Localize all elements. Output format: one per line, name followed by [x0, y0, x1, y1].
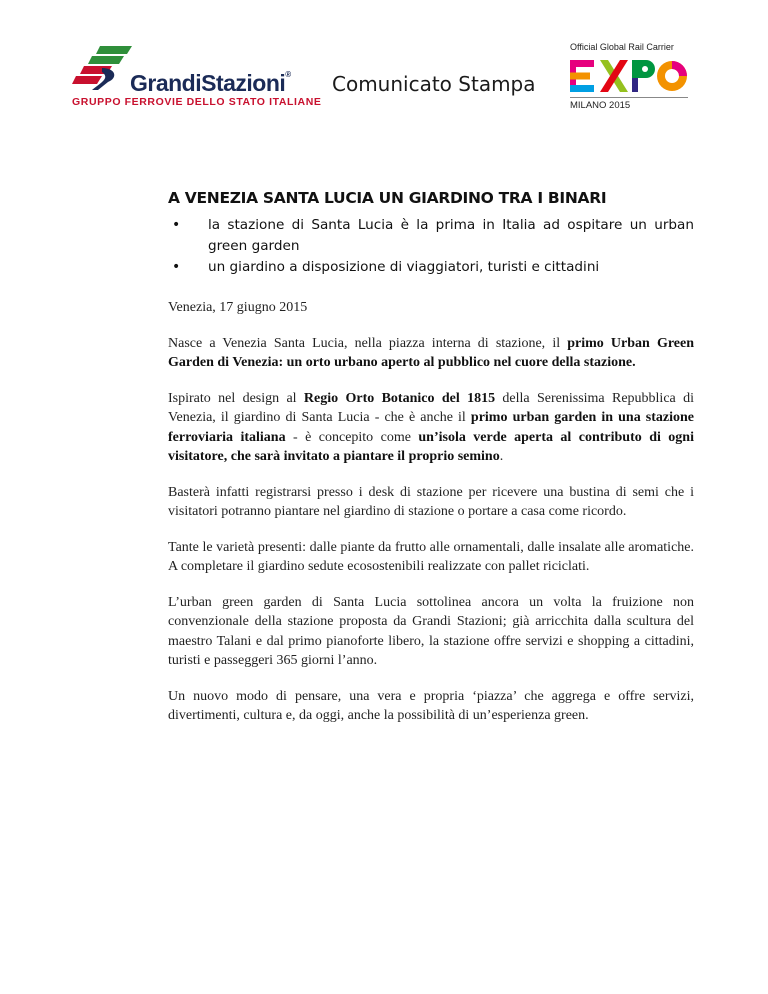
p2-bold-3: un’isola verde aperta al contributo di ogni visitatore, che sarà invitato a piantare il proprio semino [168, 429, 694, 464]
p2-text-e: . [499, 449, 504, 464]
paragraph-6: Un nuovo modo di pensare, una vera e propria ‘piazza’ che aggrega e offre servizi, divertimenti, cultura e, da oggi, anche la possibilità di un’esperienza green. [168, 688, 694, 723]
logo-group: GRUPPO FERROVIE DELLO STATO ITALIANE [72, 96, 322, 108]
p1-bold: primo Urban Green Garden di Venezia: un orto urbano aperto al pubblico nel cuore della stazione. [168, 335, 695, 370]
paragraph-3: Basterà infatti registrarsi presso i desk di stazione per ricevere una bustina di semi che i visitatori potranno piantare nel giardino di stazione o portare a casa come ricordo. [168, 484, 694, 519]
expo-logo [570, 42, 690, 114]
document-type: Comunicato Stampa [332, 72, 536, 96]
p2-bold-1: Regio Orto Botanico del 1815 [303, 390, 496, 406]
bullet-text: la stazione di Santa Lucia è la prima in Italia ad ospitare un urban green garden [208, 217, 694, 254]
bullet-icon: • [172, 217, 181, 233]
bullet-item [172, 215, 694, 257]
bullet-item [172, 257, 694, 278]
paragraph-1 [168, 334, 694, 373]
dateline: Venezia, 17 giugno 2015 [168, 300, 308, 315]
headline: A VENEZIA SANTA LUCIA UN GIARDINO TRA I BINARI [168, 189, 607, 207]
paragraph-4: Tante le varietà presenti: dalle piante da frutto alle ornamentali, dalle insalate alle aromatiche. A completare il giardino sedute ecosostenibili realizzate con pallet riciclati. [168, 539, 694, 574]
expo-wordmark-icon [570, 60, 688, 92]
p2-text-d: - è concepito come [285, 429, 419, 445]
page-header [0, 0, 768, 130]
paragraph-2 [168, 389, 694, 467]
grandi-stazioni-logo [72, 44, 322, 110]
p2-text-c: della Serenissima Repubblica di Venezia, il giardino di Santa Lucia - che è anche il [168, 390, 694, 425]
expo-divider [570, 97, 688, 98]
expo-city: MILANO 2015 [570, 100, 631, 111]
fs-swoosh-icon [72, 44, 134, 94]
expo-carrier-text: Official Global Rail Carrier [570, 42, 674, 52]
logo-name: GrandiStazioni® [130, 70, 291, 96]
p2-bold-2: primo urban garden in una stazione ferroviaria italiana [168, 410, 695, 445]
paragraph-5: L’urban green garden di Santa Lucia sottolinea ancora un volta la fruizione non convenzionale della stazione proposta da Grandi Stazioni; già arricchita dalla scultura del maestro Talani e dal primo pianoforte libero, la stazione offre servizi e shopping a cittadini, turisti e passeggeri 365 giorni l’anno. [168, 594, 694, 668]
bullet-list [168, 215, 694, 278]
press-release-body [168, 189, 694, 742]
p1-text: Nasce a Venezia Santa Lucia, nella piazza interna di stazione, il [168, 335, 568, 351]
bullet-text: un giardino a disposizione di viaggiatori, turisti e cittadini [208, 259, 600, 275]
bullet-icon: • [172, 259, 181, 275]
p2-text-a: Ispirato nel design al [168, 390, 304, 406]
